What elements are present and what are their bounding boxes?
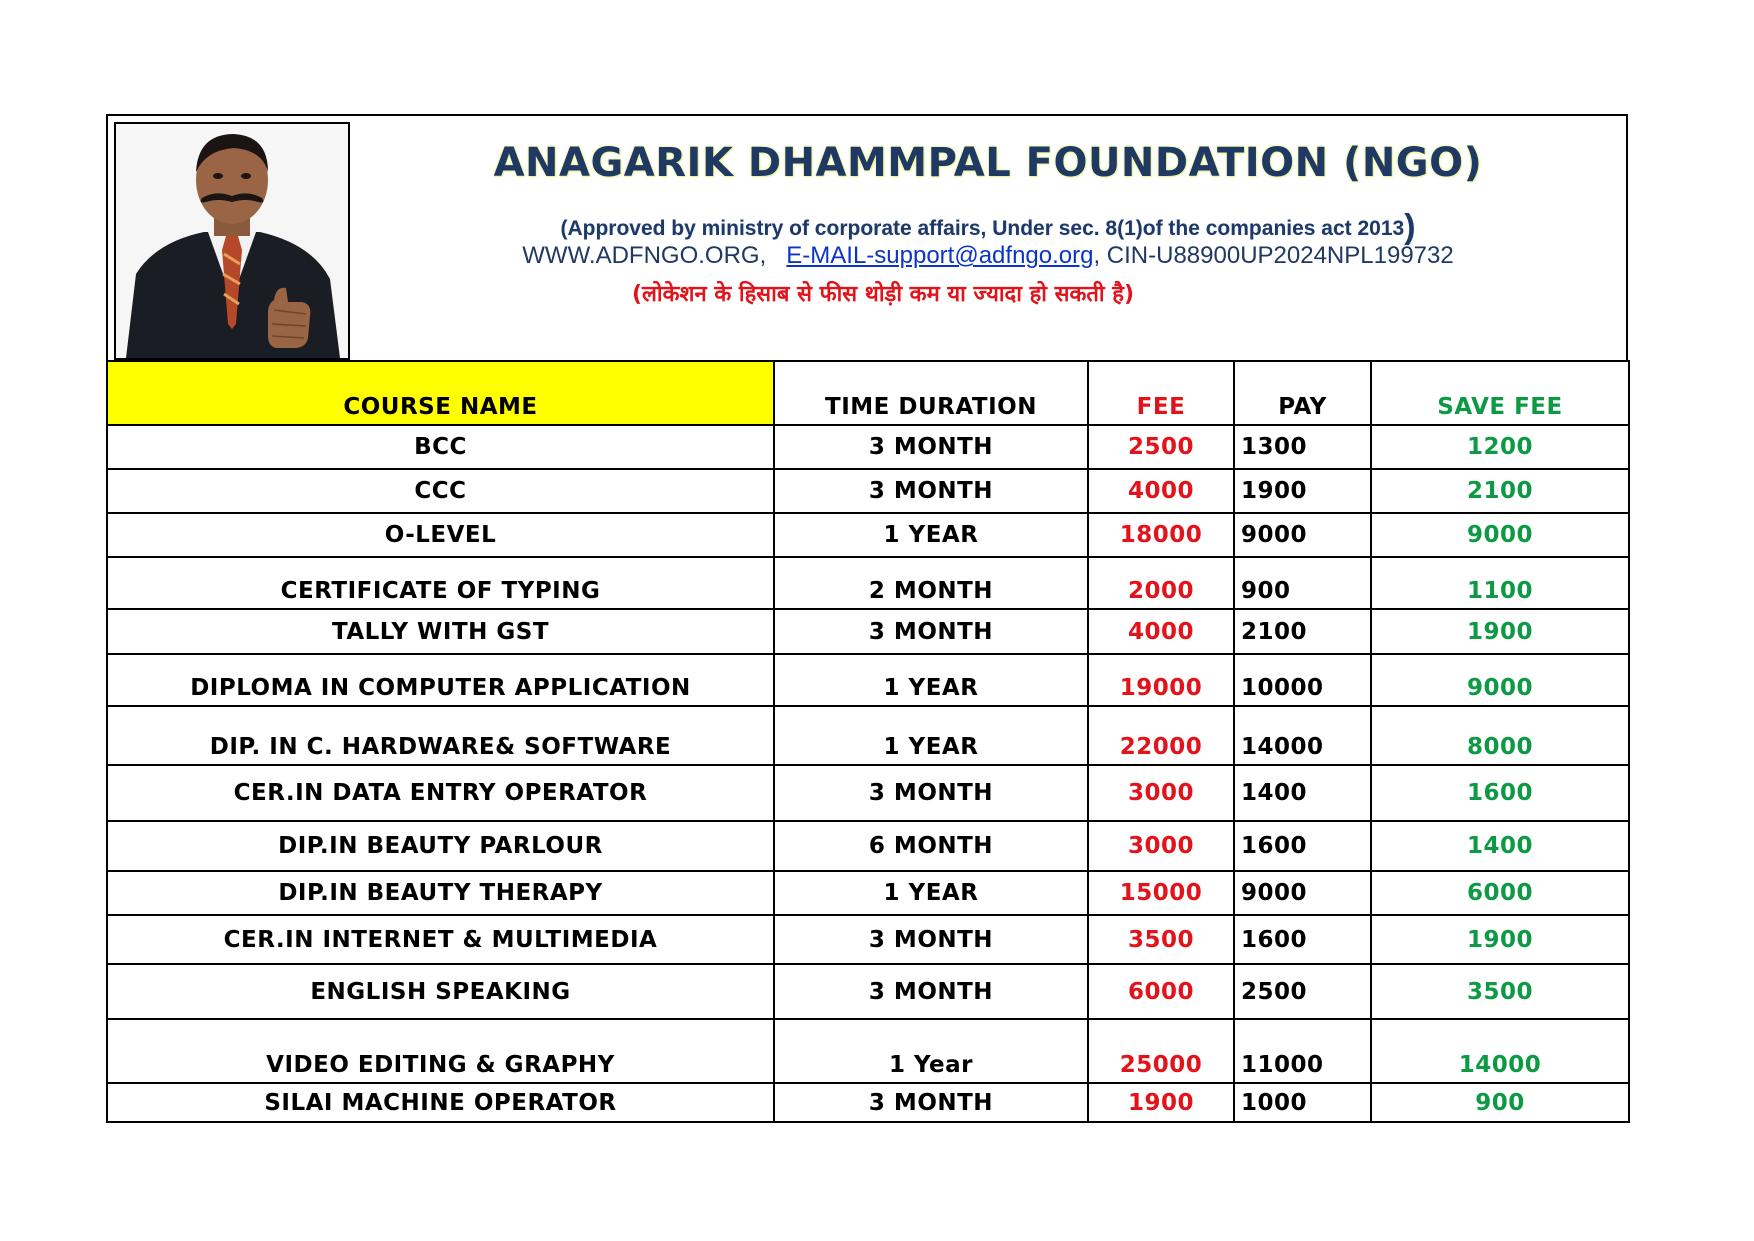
fee-sheet: [106, 114, 1628, 1118]
cell-course-name: BCC: [107, 425, 774, 469]
cell-course-name: SILAI MACHINE OPERATOR: [107, 1083, 774, 1122]
table-row: [107, 871, 1629, 915]
table-row: [107, 915, 1629, 964]
cell-course-name: ENGLISH SPEAKING: [107, 964, 774, 1019]
cell-time-duration: 2 MONTH: [774, 557, 1088, 609]
letterhead: [106, 114, 1628, 360]
cell-time-duration: 3 MONTH: [774, 765, 1088, 821]
cell-time-duration: 6 MONTH: [774, 821, 1088, 871]
cell-save-fee: 900: [1371, 1083, 1629, 1122]
cell-course-name: DIPLOMA IN COMPUTER APPLICATION: [107, 654, 774, 706]
cell-pay: 9000: [1234, 513, 1371, 557]
cell-time-duration: 3 MONTH: [774, 964, 1088, 1019]
cell-pay: 1300: [1234, 425, 1371, 469]
cell-pay: 2100: [1234, 609, 1371, 654]
cell-course-name: CERTIFICATE OF TYPING: [107, 557, 774, 609]
cell-course-name: O-LEVEL: [107, 513, 774, 557]
cell-time-duration: 1 YEAR: [774, 706, 1088, 765]
cell-fee: 4000: [1088, 609, 1234, 654]
cell-fee: 6000: [1088, 964, 1234, 1019]
table-row: [107, 1019, 1629, 1083]
header-pay: PAY: [1234, 361, 1371, 425]
cell-course-name: TALLY WITH GST: [107, 609, 774, 654]
cell-fee: 15000: [1088, 871, 1234, 915]
location-fee-note: (लोकेशन के हिसाब से फीस थोड़ी कम या ज्यादा हो सकती है): [631, 282, 1135, 307]
cell-time-duration: 3 MONTH: [774, 609, 1088, 654]
table-row: [107, 557, 1629, 609]
cell-save-fee: 1200: [1371, 425, 1629, 469]
cell-pay: 10000: [1234, 654, 1371, 706]
cell-fee: 22000: [1088, 706, 1234, 765]
cell-time-duration: 3 MONTH: [774, 425, 1088, 469]
header-fee: FEE: [1088, 361, 1234, 425]
email-link[interactable]: E-MAIL-support@adfngo.org: [786, 242, 1094, 269]
approval-text: (Approved by ministry of corporate affairs, Under sec. 8(1)of the companies act 2013: [560, 217, 1405, 240]
cell-save-fee: 3500: [1371, 964, 1629, 1019]
cell-time-duration: 1 YEAR: [774, 871, 1088, 915]
table-row: [107, 609, 1629, 654]
cell-pay: 1600: [1234, 821, 1371, 871]
table-header-row: [107, 361, 1629, 425]
cell-save-fee: 1900: [1371, 915, 1629, 964]
cell-save-fee: 1900: [1371, 609, 1629, 654]
course-fee-table: [106, 360, 1630, 1123]
founder-photo-illustration: [116, 124, 348, 358]
cell-course-name: CER.IN DATA ENTRY OPERATOR: [107, 765, 774, 821]
table-row: [107, 513, 1629, 557]
cell-fee: 2500: [1088, 425, 1234, 469]
cell-save-fee: 1100: [1371, 557, 1629, 609]
header-time-duration: TIME DURATION: [774, 361, 1088, 425]
organization-title: ANAGARIK DHAMMPAL FOUNDATION (NGO): [493, 140, 1483, 186]
contact-line: [438, 242, 1538, 270]
table-row: [107, 706, 1629, 765]
founder-photo: [114, 122, 350, 360]
approval-close-paren: ): [1404, 208, 1416, 246]
header-course-name: COURSE NAME: [107, 361, 774, 425]
cell-time-duration: 3 MONTH: [774, 1083, 1088, 1122]
cell-fee: 3500: [1088, 915, 1234, 964]
cell-fee: 18000: [1088, 513, 1234, 557]
cell-pay: 14000: [1234, 706, 1371, 765]
cell-save-fee: 1600: [1371, 765, 1629, 821]
header-save-fee: SAVE FEE: [1371, 361, 1629, 425]
cell-save-fee: 1400: [1371, 821, 1629, 871]
cell-course-name: CER.IN INTERNET & MULTIMEDIA: [107, 915, 774, 964]
cell-pay: 1900: [1234, 469, 1371, 513]
cell-time-duration: 3 MONTH: [774, 469, 1088, 513]
table-row: [107, 425, 1629, 469]
cell-save-fee: 8000: [1371, 706, 1629, 765]
table-row: [107, 765, 1629, 821]
cell-save-fee: 2100: [1371, 469, 1629, 513]
cell-save-fee: 6000: [1371, 871, 1629, 915]
cell-time-duration: 1 YEAR: [774, 654, 1088, 706]
website-text: WWW.ADFNGO.ORG,: [522, 242, 767, 269]
cell-pay: 900: [1234, 557, 1371, 609]
table-row: [107, 469, 1629, 513]
cell-fee: 19000: [1088, 654, 1234, 706]
cell-pay: 1400: [1234, 765, 1371, 821]
cell-pay: 1600: [1234, 915, 1371, 964]
cell-save-fee: 9000: [1371, 654, 1629, 706]
cell-save-fee: 14000: [1371, 1019, 1629, 1083]
cell-fee: 2000: [1088, 557, 1234, 609]
cell-save-fee: 9000: [1371, 513, 1629, 557]
cell-pay: 2500: [1234, 964, 1371, 1019]
cell-time-duration: 1 YEAR: [774, 513, 1088, 557]
cell-pay: 11000: [1234, 1019, 1371, 1083]
table-row: [107, 821, 1629, 871]
cell-course-name: DIP.IN BEAUTY PARLOUR: [107, 821, 774, 871]
cin-text: , CIN-U88900UP2024NPL199732: [1093, 242, 1454, 269]
cell-pay: 9000: [1234, 871, 1371, 915]
table-row: [107, 964, 1629, 1019]
cell-pay: 1000: [1234, 1083, 1371, 1122]
cell-time-duration: 1 Year: [774, 1019, 1088, 1083]
cell-fee: 25000: [1088, 1019, 1234, 1083]
cell-course-name: CCC: [107, 469, 774, 513]
cell-fee: 3000: [1088, 765, 1234, 821]
cell-course-name: VIDEO EDITING & GRAPHY: [107, 1019, 774, 1083]
cell-course-name: DIP.IN BEAUTY THERAPY: [107, 871, 774, 915]
cell-fee: 4000: [1088, 469, 1234, 513]
cell-time-duration: 3 MONTH: [774, 915, 1088, 964]
cell-fee: 1900: [1088, 1083, 1234, 1122]
table-row: [107, 654, 1629, 706]
table-row: [107, 1083, 1629, 1122]
cell-fee: 3000: [1088, 821, 1234, 871]
cell-course-name: DIP. IN C. HARDWARE& SOFTWARE: [107, 706, 774, 765]
